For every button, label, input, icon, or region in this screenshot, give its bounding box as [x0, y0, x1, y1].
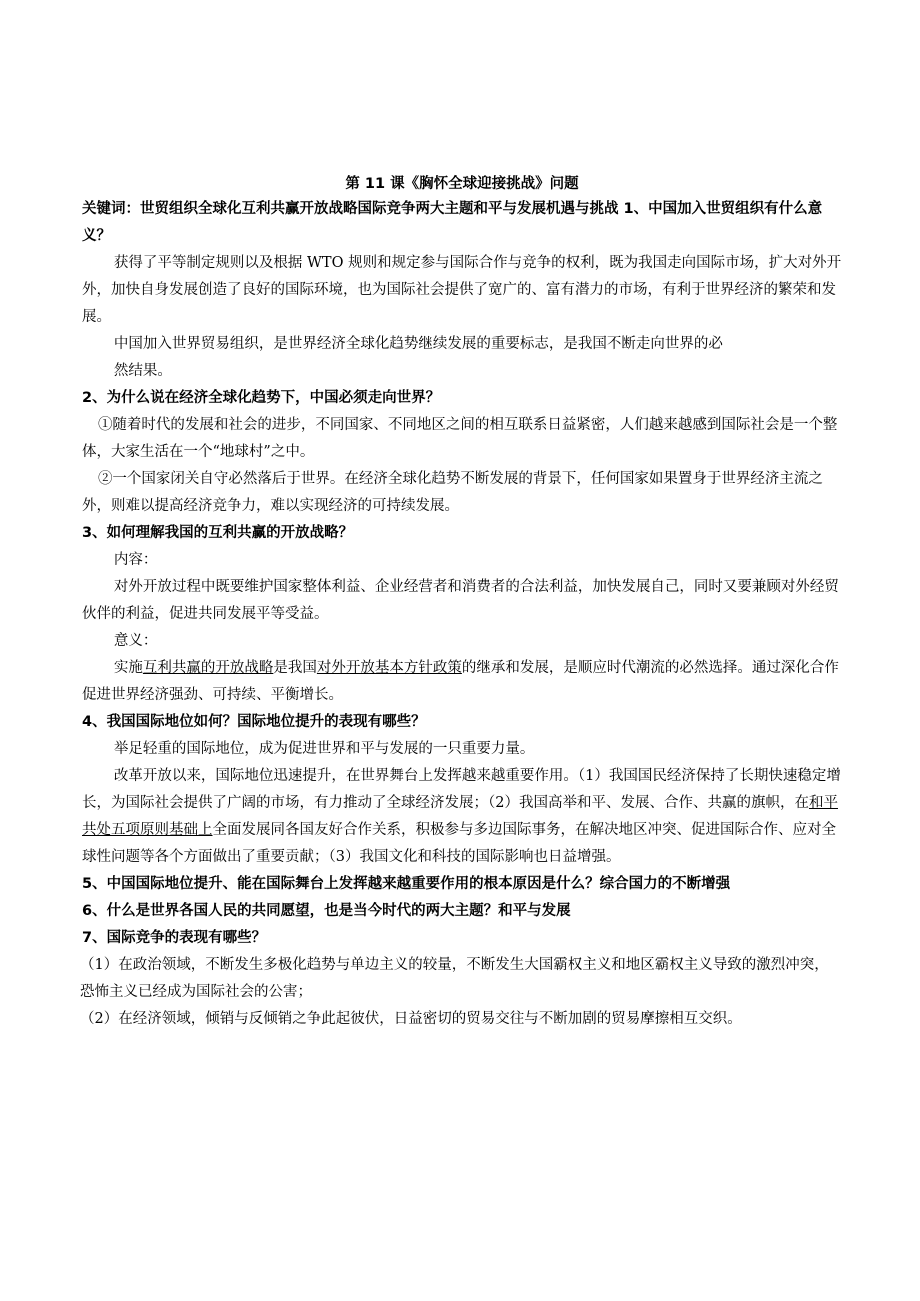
- question-5: 5、中国国际地位提升、能在国际舞台上发挥越来越重要作用的根本原因是什么？综合国力的不断增强: [82, 876, 731, 892]
- q7-answer-1: （1）在政治领域，不断发生多极化趋势与单边主义的较量，不断发生大国霸权主义和地区霸权主义导致的激烈冲突，恐怖主义已经成为国际社会的公害；: [80, 957, 829, 1000]
- document-page: [82, 172, 842, 1033]
- q4-answer-2-post: 全面发展同各国友好合作关系，积极参与多边国际事务，在解决地区冲突、促进国际合作、应对全球性问题等各个方面做出了重要贡献；（3）我国文化和科技的国际影响也日益增强。: [82, 822, 836, 865]
- q7-answer-2: （2）在经济领域，倾销与反倾销之争此起彼伏，日益密切的贸易交往与不断加剧的贸易摩擦相互交织。: [80, 1011, 742, 1027]
- q2-answer-2: ②一个国家闭关自守必然落后于世界。在经济全球化趋势不断发展的背景下，任何国家如果置身于世界经济主流之外，则难以提高经济竞争力，难以实现经济的可持续发展。: [82, 471, 823, 514]
- q4-answer-1: 举足轻重的国际地位，成为促进世界和平与发展的一只重要力量。: [113, 741, 535, 757]
- q1-answer-2a: 中国加入世界贸易组织，是世界经济全球化趋势继续发展的重要标志，是我国不断走向世界的必: [113, 336, 723, 352]
- q3-meaning: [82, 655, 842, 709]
- keywords-question-1: 关键词：世贸组织全球化互利共赢开放战略国际竞争两大主题和平与发展机遇与挑战 1、中国加入世贸组织有什么意义？: [82, 201, 823, 244]
- q1-answer-2b: 然结果。: [113, 363, 172, 379]
- q1-answer-1: 获得了平等制定规则以及根据 WTO 规则和规定参与国际合作与竞争的权利，既为我国走向国际市场，扩大对外开外，加快自身发展创造了良好的国际环境，也为国际社会提供了宽广的、富有潜力的市场，有利于世界经济的繁荣和发展。: [82, 255, 842, 325]
- question-3: 3、如何理解我国的互利共赢的开放战略？: [82, 525, 354, 541]
- q3-meaning-pre: 实施: [113, 660, 143, 676]
- q4-answer-2-underline: 和平共处五项原则基础上: [82, 795, 838, 838]
- page-title: 第 11 课《胸怀全球迎接挑战》问题: [345, 176, 579, 192]
- q3-content-label: 内容：: [113, 552, 158, 568]
- question-2: 2、为什么说在经济全球化趋势下，中国必须走向世界？: [82, 390, 441, 406]
- q3-meaning-mid: 是我国: [273, 660, 317, 676]
- q3-content: 对外开放过程中既要维护国家整体利益、企业经营者和消费者的合法利益，加快发展自己，同时又要兼顾对外经贸伙伴的利益，促进共同发展平等受益。: [82, 579, 839, 622]
- q4-answer-2-pre: 改革开放以来，国际地位迅速提升，在世界舞台上发挥越来越重要作用。（1）我国国民经济保持了长期快速稳定增长，为国际社会提供了广阔的市场，有力推动了全球经济发展；（2）我国高举和平、发展、合作、共赢的旗帜，在: [82, 768, 841, 811]
- q3-meaning-post: 的继承和发展，是顺应时代潮流的必然选择。通过深化合作促进世界经济强劲、可持续、平衡增长。: [82, 660, 839, 703]
- q3-meaning-label: 意义：: [113, 633, 158, 649]
- q3-meaning-underline-1: 互利共赢的开放战略: [142, 660, 274, 676]
- q3-meaning-underline-2: 对外开放基本方针政策: [316, 660, 462, 676]
- q2-answer-1: ①随着时代的发展和社会的进步，不同国家、不同地区之间的相互联系日益紧密，人们越来越感到国际社会是一个整体，大家生活在一个“地球村”之中。: [82, 417, 838, 460]
- q4-answer-2: [82, 763, 842, 871]
- question-7: 7、国际竞争的表现有哪些？: [82, 930, 267, 946]
- question-4: 4、我国国际地位如何？国际地位提升的表现有哪些？: [82, 714, 426, 730]
- question-6: 6、什么是世界各国人民的共同愿望，也是当今时代的两大主题？和平与发展: [82, 903, 571, 919]
